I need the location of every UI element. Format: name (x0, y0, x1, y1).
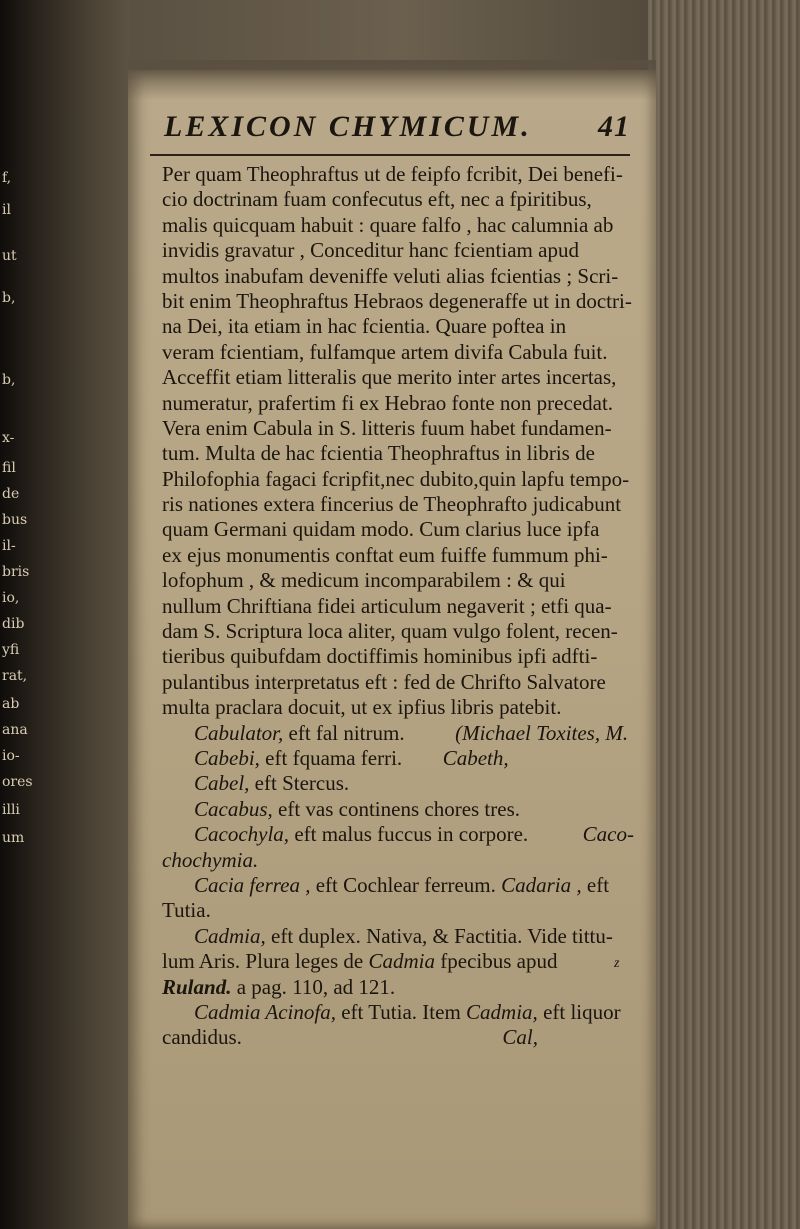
margin-fragment: ut (2, 248, 17, 264)
text-line: Per quam Theophraftus ut de feipfo fcribit, Dei benefi- (162, 162, 623, 186)
entry-cadmia-cont (162, 949, 632, 974)
entry-cadmia (162, 924, 632, 949)
entry-definition: eft fal nitrum. (288, 720, 405, 745)
entry-definition: lum Aris. Plura leges de (162, 949, 364, 974)
entry-term: Cabel, (194, 771, 250, 796)
margin-fragment: io, (2, 590, 20, 606)
entry-cadmia-ref (162, 975, 632, 1000)
entry-definition: eft (586, 872, 610, 897)
signature-mark: z (614, 956, 620, 971)
text-line: lofophum , & medicum incomparabilem : & qui (162, 568, 566, 593)
text-line: malis quicquam habuit : quare falfo , hac calumnia ab (162, 212, 614, 237)
margin-fragment: io- (2, 748, 20, 764)
entry-definition: Tutia. (162, 898, 211, 923)
entry-definition: a pag. 110, ad 121. (236, 974, 396, 999)
entry-definition: candidus. (162, 1025, 242, 1050)
entry-definition: eft vas continens chores tres. (278, 796, 521, 821)
text-line: tieribus quibufdam doctiffimis hominibus ipfi adfti- (162, 644, 598, 669)
entry-term: Cadaria , (501, 872, 582, 897)
margin-fragment: rat, (2, 668, 28, 684)
entry-crossref: chochymia. (162, 847, 259, 872)
page-top-shadow (128, 60, 656, 100)
entry-cabulator (162, 721, 632, 746)
right-page-edges (648, 0, 800, 1229)
text-line: invidis gravatur , Conceditur hanc fcientiam apud (162, 238, 579, 263)
header-rule (150, 154, 630, 156)
margin-fragment: bus (2, 512, 28, 528)
margin-fragment: yfi (2, 642, 20, 658)
text-line: tum. Multa de hac fcientia Theophraftus in libris de (162, 441, 595, 466)
catchword: Cal, (502, 1025, 538, 1050)
entry-cabebi (162, 746, 632, 771)
entry-term: Cabeth, (442, 745, 509, 770)
margin-fragment: b, (2, 290, 16, 306)
entry-term: Cabebi, (194, 745, 260, 770)
entry-term: Cacochyla, (194, 822, 290, 847)
margin-fragment: x- (2, 430, 15, 446)
entry-term: Cabulator, (194, 720, 284, 745)
text-line: Vera enim Cabula in S. litteris fuum habet fundamen- (162, 415, 612, 440)
entry-crossref: (Michael Toxites, M. (455, 720, 629, 745)
entry-definition: eft Tutia. Item (341, 999, 461, 1024)
entry-definition: eft Stercus. (254, 771, 350, 796)
entry-term: Cacia ferrea , (194, 872, 311, 897)
entry-definition: fpecibus apud (440, 949, 558, 974)
margin-fragment: il (2, 202, 11, 218)
margin-fragment: illi (2, 802, 20, 818)
entry-definition: eft liquor (543, 999, 621, 1024)
text-line: pulantibus interpretatus eft : fed de Chrifto Salvatore (162, 669, 606, 694)
page-body (162, 162, 632, 1051)
text-line: cio doctrinam fuam confecutus eft, nec a fpiritibus, (162, 187, 592, 212)
entry-candidus (162, 1025, 632, 1050)
text-line: Philofophia fagaci fcripfit,nec dubito,quin lapfu tempo- (162, 466, 630, 491)
entry-definition: eft malus fuccus in corpore. (294, 822, 529, 847)
margin-fragment: f, (2, 170, 12, 186)
margin-fragment: bris (2, 564, 30, 580)
text-line: numeratur, prafertim fi ex Hebrao fonte non precedat. (162, 390, 614, 415)
entry-term: Cadmia (368, 949, 435, 974)
text-line: nullum Chriftiana fidei articulum negaverit ; etfi qua- (162, 593, 612, 618)
margin-fragment: fil (2, 460, 16, 476)
text-line: dam S. Scriptura loca aliter, quam vulgo folent, recen- (162, 619, 618, 644)
margin-fragment: ab (2, 696, 20, 712)
entry-definition: eft fquama ferri. (265, 745, 403, 770)
entry-cadmia-acinosa (162, 1000, 632, 1025)
entry-definition: eft Cochlear ferreum. (315, 872, 496, 897)
margin-fragment: um (2, 830, 25, 846)
entry-term: Cadmia, (466, 999, 538, 1024)
entry-term: Cadmia, (194, 923, 266, 948)
entry-term: Cadmia Acinofa, (194, 999, 336, 1024)
text-line: bit enim Theophraftus Hebraos degeneraffe ut in doctri- (162, 288, 632, 313)
text-line: Acceffit etiam litteralis que merito inter artes incertas, (162, 365, 617, 390)
previous-page-margin (0, 140, 120, 860)
running-header (150, 110, 630, 152)
entry-term: Ruland. (162, 974, 232, 999)
entry-cacochyla (162, 822, 632, 847)
margin-fragment: il- (2, 538, 16, 554)
margin-fragment: b, (2, 372, 16, 388)
entry-cabel (162, 771, 632, 796)
entry-term: Cacabus, (194, 796, 273, 821)
margin-fragment: dib (2, 616, 25, 632)
text-line: na Dei, ita etiam in hac fcientia. Quare poftea in (162, 314, 567, 339)
entry-tutia (162, 898, 632, 923)
text-line: quam Germani quidam modo. Cum clarius luce ipfa (162, 517, 600, 542)
text-line: ex ejus monumentis conftat eum fuiffe fummum phi- (162, 542, 608, 567)
entry-cacia (162, 873, 632, 898)
page-number: 41 (598, 110, 630, 143)
margin-fragment: ana (2, 722, 28, 738)
entry-definition: eft duplex. Nativa, & Factitia. Vide tittu- (271, 923, 613, 948)
text-line: multos inabufam deveniffe veluti alias fcientias ; Scri- (162, 263, 619, 288)
page-title: LEXICON CHYMICUM. (164, 110, 532, 143)
entry-cacabus (162, 797, 632, 822)
text-line: multa praclara docuit, ut ex ipfius libris patebit. (162, 695, 562, 720)
margin-fragment: de (2, 486, 20, 502)
text-line: ris nationes extera fincerius de Theophrafto judicabunt (162, 492, 622, 517)
text-line: veram fcientiam, fulfamque artem divifa Cabula fuit. (162, 339, 608, 364)
entry-crossref: Caco- (582, 822, 634, 847)
margin-fragment: ores (2, 774, 33, 790)
entry-cacochymia (162, 848, 632, 873)
